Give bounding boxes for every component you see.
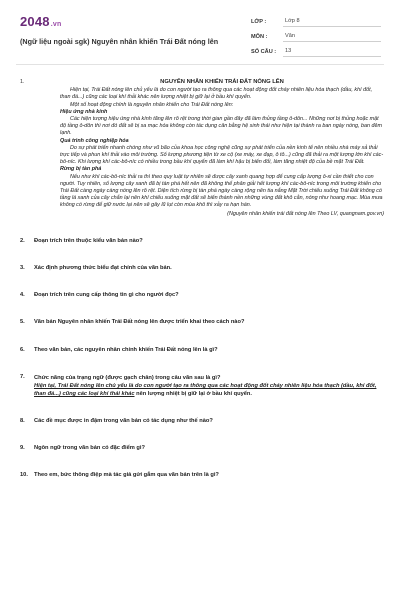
question-text: Đoạn trích trên cung cấp thông tin gì cho người đọc? <box>34 292 179 299</box>
question-text: Văn bản Nguyên nhân khiến Trái Đất nóng lên được triển khai theo cách nào? <box>34 319 245 326</box>
logo-text: 2048 <box>20 14 50 29</box>
question-1 <box>20 79 384 218</box>
question-text: Xác định phương thức biểu đạt chính của văn bản. <box>34 265 172 272</box>
question-number: 1. <box>20 79 25 85</box>
site-logo[interactable] <box>20 14 61 29</box>
quoted-sentence: Hiện tại, Trái Đất nóng lên chủ yếu là do con người tạo ra thông qua các hoạt động đốt cháy nhiên liệu hóa thạch (dầu, khí đốt, than đá...) cũng các loại khí thải khác <box>34 382 377 397</box>
question-number: 6. <box>20 346 25 353</box>
reading-paragraph: Hiện tại, Trái Đất nóng lên chủ yếu là do con người tạo ra thông qua các hoạt động đốt cháy nhiên liệu hóa thạch (dầu, khí đốt, than đá...) cũng các loại khí thải khác nên lượng nhiệt bị giữ lại ở bầu khí quyển. <box>60 87 373 101</box>
question-number: 9. <box>20 445 25 452</box>
meta-row-subject <box>251 27 381 42</box>
question-7 <box>20 374 384 398</box>
question-number: 4. <box>20 292 25 299</box>
question-text: Đoạn trích trên thuộc kiểu văn bản nào? <box>34 237 143 244</box>
meta-key: SỐ CÂU : <box>251 49 277 55</box>
question-text: Theo văn bản, các nguyên nhân chính khiến Trái Đất nóng lên là gì? <box>34 346 218 353</box>
meta-key: LỚP : <box>251 19 267 25</box>
document-meta <box>251 12 381 57</box>
quoted-sentence-tail: nên lượng nhiệt bị giữ lại ở bầu khí quyển. <box>134 390 252 397</box>
worksheet-content <box>20 79 384 479</box>
reading-paragraph: Các hiện tượng hiệu ứng nhà kính tăng lên rõ rệt trong thời gian gần đây đã làm thủng tầng ô-dôn... Những nơi bị thủng hoặc mật độ tầng ô-dôn thì nơi đó đất sẽ bị sa mạc hóa không còn tác dụng cân bằng hệ sinh thái như hiện tại thành ra ban ngày nóng, ban đêm lạnh. <box>60 116 382 137</box>
question-number: 7. <box>20 373 25 380</box>
question-5 <box>20 319 384 326</box>
question-number: 10. <box>20 472 28 479</box>
question-number: 3. <box>20 265 25 272</box>
meta-row-question-count <box>251 42 381 57</box>
question-text: Các đề mục được in đậm trong văn bản có tác dụng như thế nào? <box>34 417 213 424</box>
question-number: 2. <box>20 237 25 244</box>
question-number: 5. <box>20 319 25 326</box>
question-9 <box>20 445 384 452</box>
reading-passage <box>60 79 384 218</box>
reading-title: NGUYÊN NHÂN KHIẾN TRÁI ĐẤT NÓNG LÊN <box>160 79 284 85</box>
question-text: Theo em, bức thông điệp mà tác giả gửi gắm qua văn bản trên là gì? <box>34 472 219 479</box>
reading-paragraph: Một số hoạt động chính là nguyên nhân khiến cho Trái Đất nóng lên: <box>70 101 234 108</box>
header-divider <box>16 64 384 65</box>
reading-paragraph: Nếu như khí các-bô-níc thải ra thì theo quy luật tự nhiên sẽ được cây xanh quang hợp để cung cấp lượng ô-xi cần thiết cho con người. Tuy nhiên, số lượng cây xanh đã bị tàn phá hết nên đã không thể phân giải hết lượng khí các-bô-níc trong môi trường khiến cho Trái Đất càng ngày càng nóng lên rõ rệt. Diện tích rừng bị tàn phá ngày càng rộng nên tia nắng Mặt Trời chiếu xuống Trái Đất không có tầng lá xanh của cây chắn lại nên khí chiếu xuống mặt đất sẽ biến thành nền những vùng đất khô cằn, nóng như hoang mạc. Mùa mưa không có rừng để giữ nước lại nên sẽ gây lũ lụt còn mùa khô thì xảy ra hạn hán. <box>60 173 383 209</box>
question-8 <box>20 418 384 425</box>
question-10 <box>20 472 384 479</box>
meta-row-grade <box>251 12 381 27</box>
reading-subheading: Quá trình công nghiệp hóa <box>60 137 129 144</box>
question-4 <box>20 292 384 299</box>
question-number: 8. <box>20 417 25 424</box>
question-3 <box>20 265 384 272</box>
question-text <box>34 374 384 398</box>
document-title: (Ngữ liệu ngoài sgk) Nguyên nhân khiến Trái Đất nóng lên <box>20 37 219 46</box>
meta-value: Lớp 8 <box>283 18 381 27</box>
meta-value: 13 <box>283 48 381 57</box>
reading-subheading: Hiệu ứng nhà kính <box>60 108 108 115</box>
question-6 <box>20 347 384 354</box>
question-text: Ngôn ngữ trong văn bản có đặc điểm gì? <box>34 445 145 452</box>
question-lead: Chức năng của trạng ngữ (được gạch chân) trong câu văn sau là gì? <box>34 374 221 381</box>
meta-value: Văn <box>283 33 381 42</box>
question-2 <box>20 238 384 245</box>
meta-key: MÔN : <box>251 34 268 40</box>
reading-source: (Nguyên nhân khiến trái đất nóng lên Theo LV, quangnam.gov.vn) <box>227 210 384 217</box>
reading-paragraph: Do sự phát triển nhanh chóng như vũ bão của khoa học công nghệ cũng sự phát triển của nền kinh tế nên nhiều nhà máy xả thải trực tiếp và phun khí thải vào môi trường. Số lượng phương tiện từ xe cộ (xe máy, xe đạp, ô tô...) cũng đã thải ra một lượng lớn khí các-bô-níc. Khi lượng khí các-bô-níc có nhiều trong bầu khí quyển đã làm khí hậu bị biến đổi, làm tăng nhiệt độ của bề mặt Trái Đất. <box>60 144 384 166</box>
logo-suffix: .vn <box>50 21 62 28</box>
reading-subheading: Rừng bị tàn phá <box>60 166 102 173</box>
